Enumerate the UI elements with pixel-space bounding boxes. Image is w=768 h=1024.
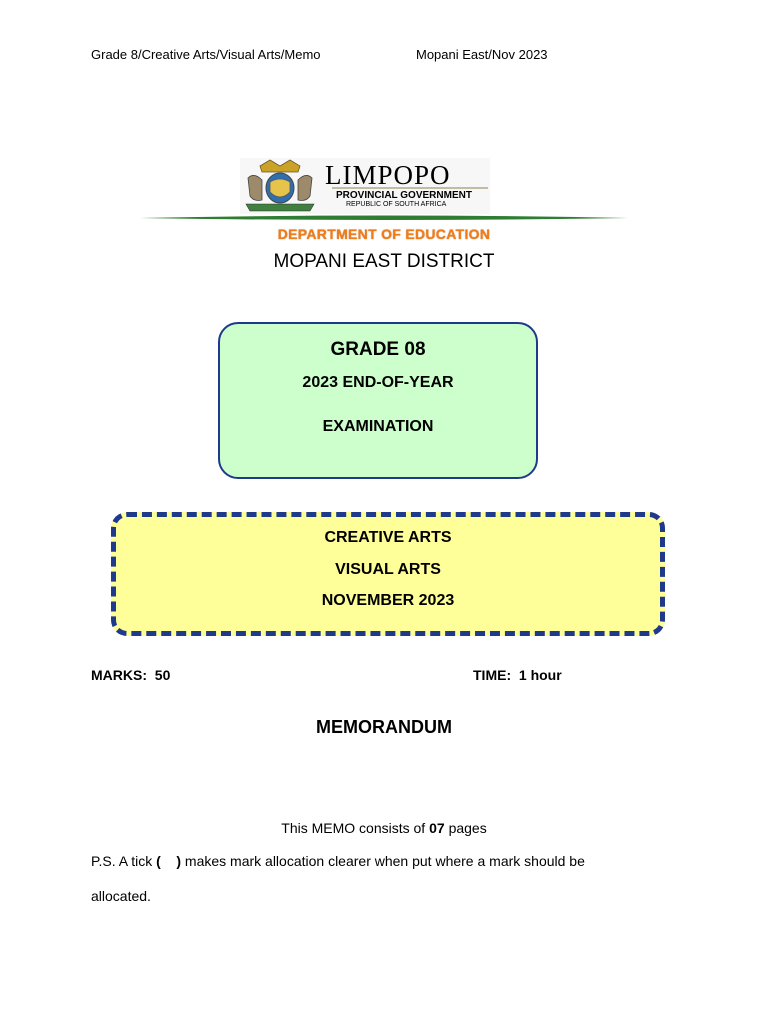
ps-note-line2: allocated.	[91, 888, 151, 904]
header-left: Grade 8/Creative Arts/Visual Arts/Memo	[91, 47, 321, 62]
subject-line-3: NOVEMBER 2023	[321, 592, 455, 609]
marks-label: MARKS:	[91, 667, 147, 683]
pages-note-prefix: This MEMO consists of	[281, 820, 426, 836]
subject-line-1: CREATIVE ARTS	[324, 529, 452, 546]
logo-country: REPUBLIC OF SOUTH AFRICA	[346, 201, 447, 208]
grade-label: GRADE 08	[330, 339, 426, 360]
header-right: Mopani East/Nov 2023	[416, 47, 548, 62]
pages-count: 07	[429, 820, 445, 836]
department-title: DEPARTMENT OF EDUCATION	[277, 226, 491, 242]
district-title: MOPANI EAST DISTRICT	[273, 251, 495, 272]
time-value: 1 hour	[518, 667, 562, 683]
ps-note-rest: makes mark allocation clearer when put where a mark should be	[184, 853, 585, 869]
memo-title: MEMORANDUM	[316, 717, 452, 737]
green-divider	[140, 214, 628, 222]
time-info	[473, 667, 562, 683]
time-label: TIME:	[473, 667, 512, 683]
tick-symbol: ( )	[156, 853, 182, 869]
logo-title: LIMPOPO	[325, 160, 451, 190]
pages-note-suffix: pages	[448, 820, 487, 836]
ps-note-prefix: P.S. A tick	[91, 853, 153, 869]
subject-line-2: VISUAL ARTS	[335, 561, 441, 578]
logo-subtitle: PROVINCIAL GOVERNMENT	[336, 190, 472, 201]
pages-note	[0, 820, 768, 836]
exam-type-label: EXAMINATION	[322, 418, 434, 435]
exam-year-label: 2023 END-OF-YEAR	[302, 374, 454, 391]
marks-info	[91, 667, 170, 683]
ps-note	[91, 853, 691, 869]
marks-value: 50	[154, 667, 171, 683]
